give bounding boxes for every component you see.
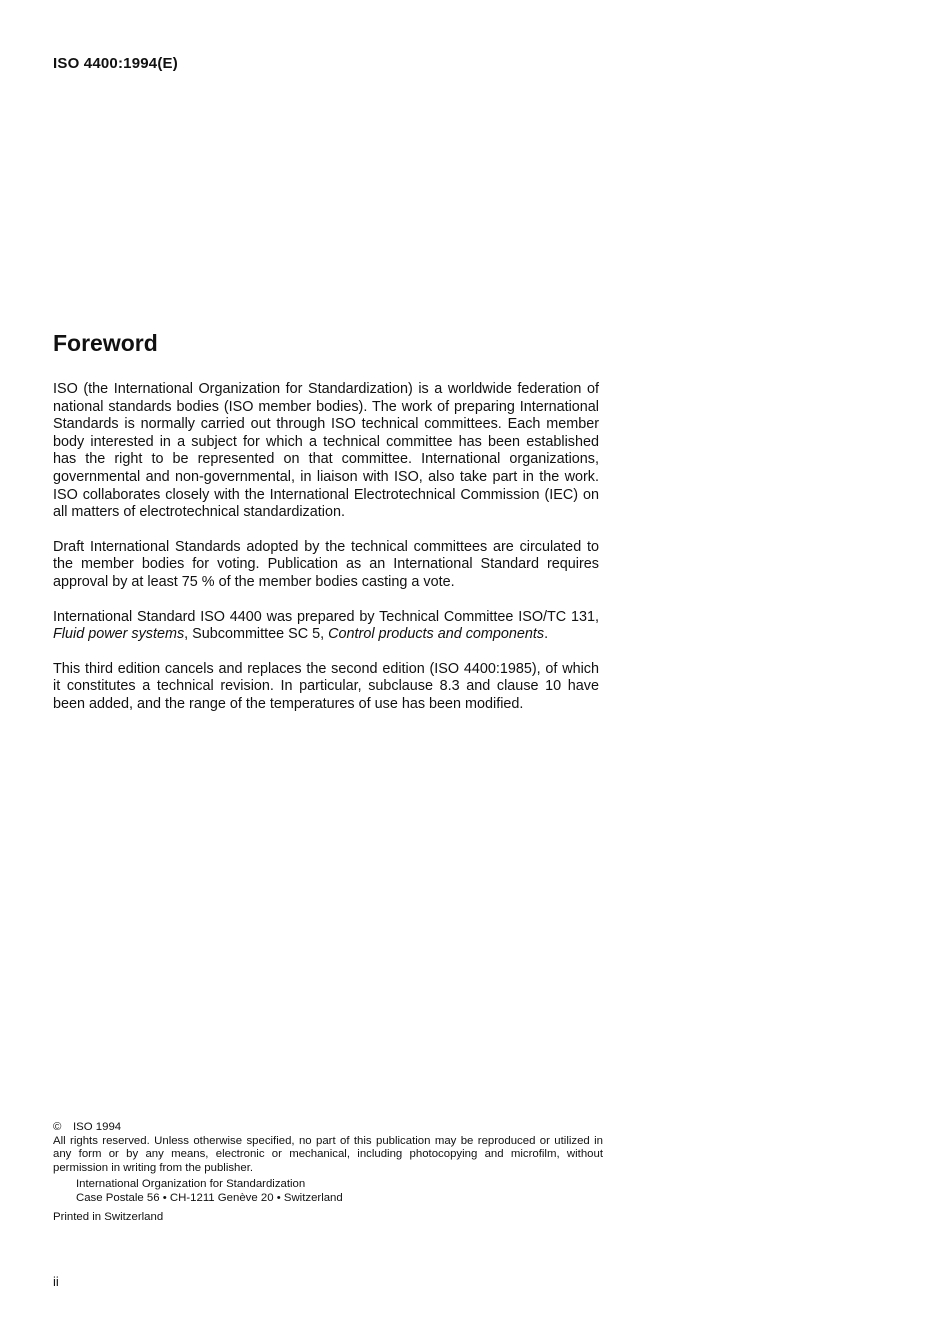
document-code: ISO 4400:1994(E) [53, 55, 178, 72]
paragraph-4: This third edition cancels and replaces the second edition (ISO 4400:1985), of which it constitutes a technical revision. In particular, subclause 8.3 and clause 10 have been added, and the range of the temperatures of use has been modified. [53, 660, 599, 712]
paragraph-1: ISO (the International Organization for Standardization) is a worldwide federation of national standards bodies (ISO member bodies). The work of preparing International Standards is normally carried out through ISO technical committees. Each member body interested in a subject for which a technical committee has been established has the right to be represented on that committee. International organizations, governmental and non-governmental, in liaison with ISO, also take part in the work. ISO collaborates closely with the International Electrotechnical Commission (IEC) on all matters of electrotechnical standardization. [53, 381, 599, 521]
foreword-body [53, 381, 599, 731]
copyright-line [53, 1121, 603, 1135]
paragraph-2: Draft International Standards adopted by the technical committees are circulated to the member bodies for voting. Publication as an International Standard requires approval by at least 75 % of the member bodies casting a vote. [53, 538, 599, 590]
rights-statement: All rights reserved. Unless otherwise specified, no part of this publication may be reproduced or utilized in any form or by any means, electronic or mechanical, including photocopying and microfilm, without permission in writing from the publisher. [53, 1134, 603, 1174]
section-title: Foreword [53, 330, 158, 356]
paragraph-3 [53, 609, 599, 644]
copyright-block [53, 1121, 603, 1224]
committee-name: Fluid power systems [53, 626, 185, 643]
page-number: ii [53, 1274, 59, 1289]
paragraph-3-text-b: , Subcommittee SC 5, [184, 626, 329, 643]
subcommittee-name: Control products and components [328, 626, 545, 643]
organization-address: Case Postale 56 • CH-1211 Genève 20 • Switzerland [76, 1191, 343, 1204]
paragraph-3-text-c: . [544, 626, 549, 643]
printed-in: Printed in Switzerland [53, 1210, 164, 1223]
copyright-symbol: © [53, 1121, 62, 1133]
paragraph-3-text-a: International Standard ISO 4400 was prepared by Technical Committee ISO/TC 131, [53, 608, 599, 625]
organization-name: International Organization for Standardization [76, 1178, 306, 1191]
copyright-year: ISO 1994 [73, 1121, 122, 1133]
